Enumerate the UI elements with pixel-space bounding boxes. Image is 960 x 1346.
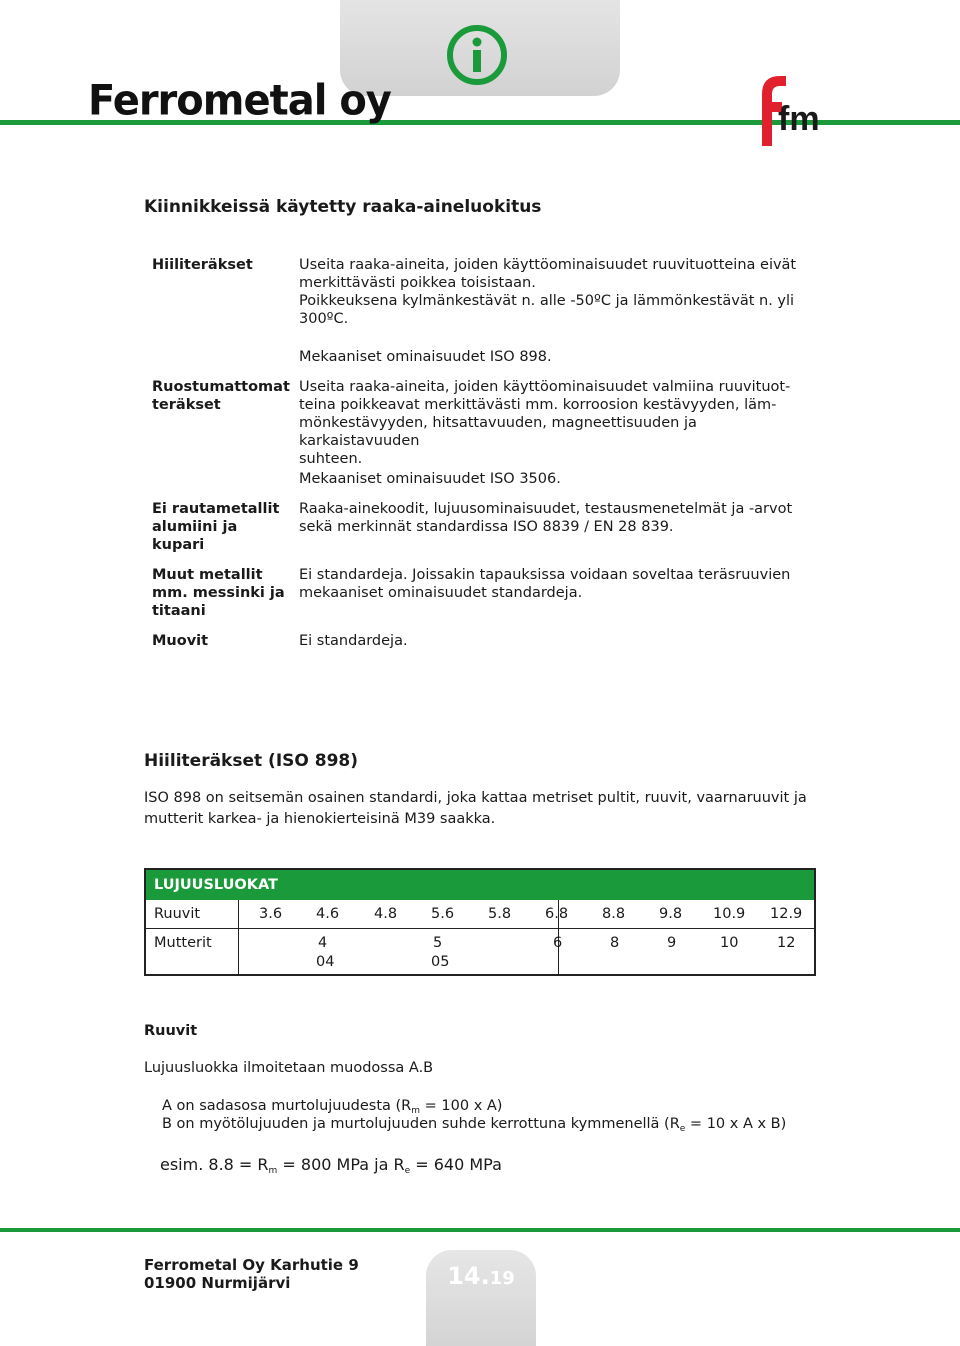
label-muut-metallit: Muut metallit mm. messinki ja titaani [152, 567, 285, 619]
subscript-e: e [679, 1124, 686, 1134]
subscript-e: e [404, 1166, 411, 1176]
table-cell [433, 934, 449, 972]
cell-value: 4 [318, 935, 328, 951]
address-line: 01900 Nurmijärvi [144, 1274, 291, 1292]
svg-text:fm: fm [778, 100, 820, 138]
strength-format-line: Lujuusluokka ilmoitetaan muodossa A.B [144, 1060, 434, 1076]
desc-line: Useita raaka-aineita, joiden käyttöominaisuudet ruuvituotteina eivät [299, 257, 797, 273]
iso898-intro [144, 788, 824, 830]
label-hiiliteraekset: Hiiliteräkset [152, 257, 253, 273]
section-title-classification: Kiinnikkeissä käytetty raaka-aineluokitus [144, 197, 542, 217]
table-cell: 12 [777, 935, 796, 951]
desc-hiiliteraekset [299, 256, 819, 328]
table-cell: 5.6 [431, 906, 455, 922]
table-cell: 6.8 [545, 906, 569, 922]
address-line: Ferrometal Oy Karhutie 9 [144, 1256, 359, 1274]
table-row-divider [146, 928, 814, 929]
info-icon [446, 24, 508, 86]
fm-logo-icon [758, 72, 820, 146]
desc-line: Raaka-ainekoodit, lujuusominaisuudet, testausmenetelmät ja -arvot [299, 501, 793, 517]
page-number-sub: 19 [489, 1268, 515, 1289]
table-cell: 8 [610, 935, 620, 951]
subscript-m: m [268, 1166, 278, 1176]
table-cell: 3.6 [259, 906, 283, 922]
table-cell: 4.8 [374, 906, 398, 922]
section-title-iso898: Hiiliteräkset (ISO 898) [144, 751, 359, 771]
intro-line: mutterit karkea- ja hienokierteisinä M39 saakka. [144, 811, 496, 827]
desc-muovit: Ei standardeja. [299, 633, 408, 649]
table-cell: 4.6 [316, 906, 340, 922]
footer-address [144, 1256, 359, 1292]
desc-line: teina poikkeavat merkittävästi mm. korroosion kestävyyden, läm- [299, 397, 777, 413]
table-cell: 8.8 [602, 906, 626, 922]
table-cell: 12.9 [770, 906, 803, 922]
table-cell: 9.8 [659, 906, 683, 922]
desc-ei-rautametallit [299, 500, 819, 536]
example-part: = 800 MPa ja R [277, 1155, 405, 1174]
subscript-m: m [411, 1106, 421, 1116]
row-label-ruuvit: Ruuvit [154, 906, 201, 922]
desc-line: merkittävästi poikkea toisistaan. [299, 275, 536, 291]
example-part: esim. 8.8 = R [160, 1155, 269, 1174]
table-cell: 10.9 [713, 906, 746, 922]
example-part: = 640 MPa [410, 1155, 502, 1174]
page-number-main: 14. [447, 1262, 490, 1290]
table-cell: 9 [667, 935, 677, 951]
brand-logo-text: Ferrometal oy [88, 76, 391, 126]
desc-line: Poikkeuksena kylmänkestävät n. alle -50ºC ja lämmönkestävät n. yli [299, 293, 795, 309]
table-cell [318, 934, 334, 972]
definition-b-text: B on myötölujuuden ja murtolujuuden suhde kerrottuna kymmenellä (R [162, 1116, 680, 1132]
definition-a-formula: = 100 x A) [420, 1098, 503, 1114]
footer-rule [0, 1228, 960, 1232]
cell-value: 5 [433, 935, 443, 951]
note-iso3506: Mekaaniset ominaisuudet ISO 3506. [299, 471, 561, 487]
label-ruostumattomat: Ruostumattomat teräkset [152, 379, 290, 413]
desc-ruostumattomat [299, 378, 819, 468]
desc-line: Ei standardeja. Joissakin tapauksissa voidaan soveltaa teräsruuvien [299, 567, 791, 583]
label-ei-rautametallit: Ei rautametallit alumiini ja kupari [152, 501, 280, 553]
table-cell: 6 [553, 935, 563, 951]
strength-class-table [144, 868, 816, 976]
desc-line: sekä merkinnät standardissa ISO 8839 / EN 28 839. [299, 519, 674, 535]
row-label-mutterit: Mutterit [154, 935, 212, 951]
definition-a-text: A on sadasosa murtolujuudesta (R [162, 1098, 412, 1114]
desc-line: 300ºC. [299, 311, 349, 327]
intro-line: ISO 898 on seitsemän osainen standardi, joka kattaa metriset pultit, ruuvit, vaarnaruuvit ja [144, 790, 807, 806]
note-iso898: Mekaaniset ominaisuudet ISO 898. [299, 349, 552, 365]
cell-subvalue: 05 [431, 954, 450, 970]
example-line [160, 1155, 502, 1176]
table-col-divider [238, 900, 239, 976]
label-muovit: Muovit [152, 633, 209, 649]
desc-muut-metallit [299, 566, 819, 602]
page-number [426, 1262, 536, 1290]
definition-b [162, 1115, 786, 1138]
cell-subvalue: 04 [316, 954, 335, 970]
table-header: LUJUUSLUOKAT [146, 870, 814, 900]
desc-line: mekaaniset ominaisuudet standardeja. [299, 585, 583, 601]
desc-line: suhteen. [299, 451, 363, 467]
section-title-ruuvit: Ruuvit [144, 1023, 198, 1039]
table-cell: 5.8 [488, 906, 512, 922]
definition-b-formula: = 10 x A x B) [685, 1116, 787, 1132]
table-cell: 10 [720, 935, 739, 951]
desc-line: Useita raaka-aineita, joiden käyttöominaisuudet valmiina ruuvituot- [299, 379, 791, 395]
desc-line: mönkestävyyden, hitsattavuuden, magneettisuuden ja karkaistavuuden [299, 415, 697, 449]
